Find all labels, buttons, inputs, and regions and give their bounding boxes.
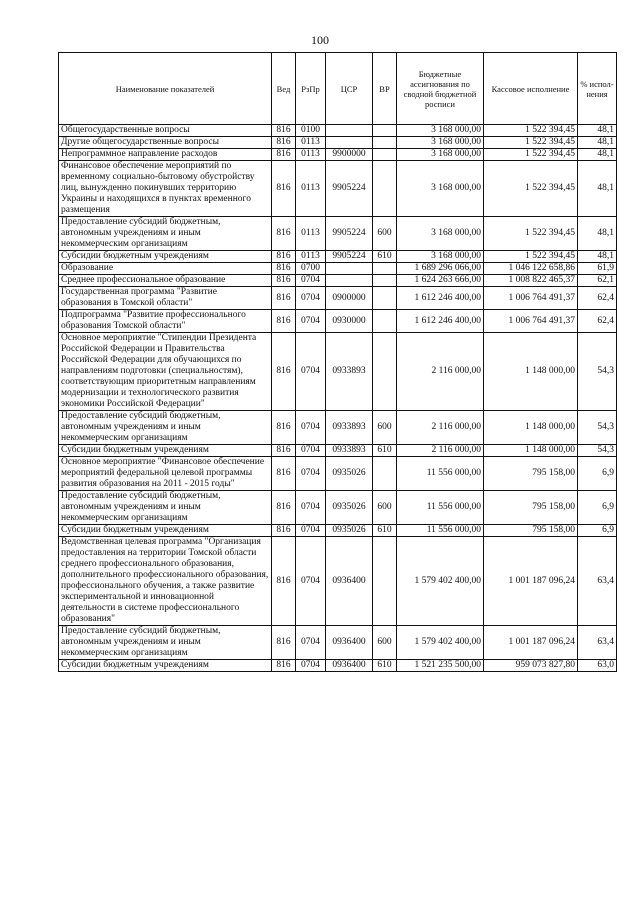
cell-percent: 6,9 bbox=[578, 457, 617, 491]
cell-executed: 959 073 827,80 bbox=[484, 660, 578, 672]
cell-percent: 61,9 bbox=[578, 263, 617, 275]
table-row bbox=[59, 411, 617, 445]
cell-vr bbox=[373, 161, 397, 217]
cell-rzpr: 0704 bbox=[296, 310, 326, 333]
cell-executed: 1 148 000,00 bbox=[484, 333, 578, 411]
table-row bbox=[59, 310, 617, 333]
cell-vr: 600 bbox=[373, 217, 397, 251]
cell-assigned: 3 168 000,00 bbox=[397, 149, 484, 161]
cell-rzpr: 0100 bbox=[296, 125, 326, 137]
cell-rzpr: 0704 bbox=[296, 333, 326, 411]
cell-rzpr: 0704 bbox=[296, 275, 326, 287]
cell-rzpr: 0704 bbox=[296, 537, 326, 626]
cell-assigned: 3 168 000,00 bbox=[397, 125, 484, 137]
cell-name: Субсидии бюджетным учреждениям bbox=[59, 660, 272, 672]
table-row bbox=[59, 137, 617, 149]
cell-rzpr: 0704 bbox=[296, 457, 326, 491]
cell-ved: 816 bbox=[272, 310, 296, 333]
cell-rzpr: 0700 bbox=[296, 263, 326, 275]
cell-ved: 816 bbox=[272, 125, 296, 137]
cell-csr: 0936400 bbox=[326, 537, 373, 626]
cell-executed: 1 522 394,45 bbox=[484, 251, 578, 263]
table-row bbox=[59, 491, 617, 525]
cell-ved: 816 bbox=[272, 660, 296, 672]
cell-name: Среднее профессиональное образование bbox=[59, 275, 272, 287]
cell-assigned: 2 116 000,00 bbox=[397, 411, 484, 445]
cell-ved: 816 bbox=[272, 217, 296, 251]
cell-csr: 9905224 bbox=[326, 217, 373, 251]
header-name: Наименование показателей bbox=[59, 53, 272, 125]
cell-vr bbox=[373, 457, 397, 491]
cell-executed: 1 148 000,00 bbox=[484, 411, 578, 445]
cell-ved: 816 bbox=[272, 263, 296, 275]
cell-name: Основное мероприятие "Стипендии Президента Российской Федерации и Правительства Российской Федерации для обучающихся по направлениям подготовки (специальностям), соответствующим приоритетным направлениям модернизации и технологического развития экономики Российской Федерации" bbox=[59, 333, 272, 411]
table-row bbox=[59, 525, 617, 537]
cell-assigned: 1 689 296 066,00 bbox=[397, 263, 484, 275]
cell-csr: 9905224 bbox=[326, 161, 373, 217]
cell-assigned: 11 556 000,00 bbox=[397, 457, 484, 491]
cell-assigned: 3 168 000,00 bbox=[397, 217, 484, 251]
table-row bbox=[59, 457, 617, 491]
cell-assigned: 2 116 000,00 bbox=[397, 445, 484, 457]
cell-rzpr: 0704 bbox=[296, 445, 326, 457]
cell-vr bbox=[373, 125, 397, 137]
cell-csr: 0936400 bbox=[326, 626, 373, 660]
cell-vr: 610 bbox=[373, 660, 397, 672]
cell-rzpr: 0113 bbox=[296, 137, 326, 149]
cell-vr bbox=[373, 137, 397, 149]
cell-rzpr: 0704 bbox=[296, 525, 326, 537]
cell-executed: 1 522 394,45 bbox=[484, 149, 578, 161]
cell-vr bbox=[373, 275, 397, 287]
cell-executed: 1 001 187 096,24 bbox=[484, 537, 578, 626]
cell-percent: 63,4 bbox=[578, 626, 617, 660]
cell-name: Предоставление субсидий бюджетным, автономным учреждениям и иным некоммерческим организациям bbox=[59, 217, 272, 251]
header-csr: ЦСР bbox=[326, 53, 373, 125]
cell-executed: 1 522 394,45 bbox=[484, 137, 578, 149]
cell-percent: 63,4 bbox=[578, 537, 617, 626]
cell-vr: 610 bbox=[373, 251, 397, 263]
cell-name: Образование bbox=[59, 263, 272, 275]
cell-name: Предоставление субсидий бюджетным, автономным учреждениям и иным некоммерческим организациям bbox=[59, 411, 272, 445]
cell-vr bbox=[373, 149, 397, 161]
cell-executed: 795 158,00 bbox=[484, 457, 578, 491]
cell-name: Государственная программа "Развитие образования в Томской области" bbox=[59, 287, 272, 310]
cell-csr: 0935026 bbox=[326, 457, 373, 491]
cell-percent: 6,9 bbox=[578, 491, 617, 525]
cell-rzpr: 0704 bbox=[296, 626, 326, 660]
cell-csr: 0900000 bbox=[326, 287, 373, 310]
cell-percent: 48,1 bbox=[578, 137, 617, 149]
cell-csr: 0935026 bbox=[326, 491, 373, 525]
cell-vr bbox=[373, 537, 397, 626]
cell-assigned: 1 612 246 400,00 bbox=[397, 287, 484, 310]
table-row bbox=[59, 275, 617, 287]
cell-assigned: 1 579 402 400,00 bbox=[397, 537, 484, 626]
cell-name: Финансовое обеспечение мероприятий по временному социально-бытовому обустройству лиц, вынужденно покинувших территорию Украины и находящихся в пунктах временного размещения bbox=[59, 161, 272, 217]
cell-percent: 54,3 bbox=[578, 445, 617, 457]
cell-csr: 0933893 bbox=[326, 333, 373, 411]
cell-executed: 795 158,00 bbox=[484, 491, 578, 525]
cell-executed: 1 006 764 491,37 bbox=[484, 310, 578, 333]
cell-rzpr: 0704 bbox=[296, 411, 326, 445]
cell-rzpr: 0113 bbox=[296, 161, 326, 217]
cell-vr bbox=[373, 333, 397, 411]
cell-percent: 48,1 bbox=[578, 125, 617, 137]
cell-executed: 1 046 122 658,86 bbox=[484, 263, 578, 275]
cell-name: Субсидии бюджетным учреждениям bbox=[59, 251, 272, 263]
cell-vr bbox=[373, 263, 397, 275]
cell-vr: 600 bbox=[373, 491, 397, 525]
header-assigned: Бюджетные ассигнования по сводной бюджетной росписи bbox=[397, 53, 484, 125]
cell-assigned: 2 116 000,00 bbox=[397, 333, 484, 411]
cell-executed: 1 006 764 491,37 bbox=[484, 287, 578, 310]
cell-executed: 1 001 187 096,24 bbox=[484, 626, 578, 660]
cell-assigned: 1 521 235 500,00 bbox=[397, 660, 484, 672]
header-percent: % испол-нения bbox=[578, 53, 617, 125]
cell-csr bbox=[326, 263, 373, 275]
cell-percent: 54,3 bbox=[578, 333, 617, 411]
cell-ved: 816 bbox=[272, 287, 296, 310]
cell-assigned: 3 168 000,00 bbox=[397, 251, 484, 263]
cell-name: Субсидии бюджетным учреждениям bbox=[59, 445, 272, 457]
table-body bbox=[59, 125, 617, 672]
cell-assigned: 11 556 000,00 bbox=[397, 525, 484, 537]
header-rzpr: РзПр bbox=[296, 53, 326, 125]
cell-name: Субсидии бюджетным учреждениям bbox=[59, 525, 272, 537]
cell-executed: 795 158,00 bbox=[484, 525, 578, 537]
cell-percent: 48,1 bbox=[578, 251, 617, 263]
header-executed: Кассовое исполнение bbox=[484, 53, 578, 125]
cell-percent: 62,4 bbox=[578, 287, 617, 310]
cell-percent: 62,4 bbox=[578, 310, 617, 333]
cell-ved: 816 bbox=[272, 537, 296, 626]
cell-name: Предоставление субсидий бюджетным, автономным учреждениям и иным некоммерческим организациям bbox=[59, 626, 272, 660]
cell-name: Ведомственная целевая программа "Организация предоставления на территории Томской области среднего профессионального образования, дополнительного профессионального образования, профессионального обучения, а также развитие экспериментальной и инновационной деятельности в системе профессионального образования" bbox=[59, 537, 272, 626]
cell-ved: 816 bbox=[272, 445, 296, 457]
cell-csr: 0933893 bbox=[326, 411, 373, 445]
cell-ved: 816 bbox=[272, 161, 296, 217]
cell-rzpr: 0704 bbox=[296, 660, 326, 672]
cell-assigned: 1 624 263 666,00 bbox=[397, 275, 484, 287]
cell-assigned: 3 168 000,00 bbox=[397, 161, 484, 217]
cell-percent: 54,3 bbox=[578, 411, 617, 445]
cell-name: Предоставление субсидий бюджетным, автономным учреждениям и иным некоммерческим организациям bbox=[59, 491, 272, 525]
cell-csr: 0933893 bbox=[326, 445, 373, 457]
cell-ved: 816 bbox=[272, 149, 296, 161]
table-row bbox=[59, 626, 617, 660]
cell-assigned: 3 168 000,00 bbox=[397, 137, 484, 149]
cell-csr bbox=[326, 125, 373, 137]
table-row bbox=[59, 445, 617, 457]
cell-percent: 48,1 bbox=[578, 161, 617, 217]
header-vr: ВР bbox=[373, 53, 397, 125]
cell-assigned: 1 579 402 400,00 bbox=[397, 626, 484, 660]
cell-ved: 816 bbox=[272, 137, 296, 149]
cell-executed: 1 522 394,45 bbox=[484, 217, 578, 251]
cell-percent: 48,1 bbox=[578, 217, 617, 251]
header-ved: Вед bbox=[272, 53, 296, 125]
cell-csr bbox=[326, 137, 373, 149]
cell-executed: 1 522 394,45 bbox=[484, 125, 578, 137]
cell-ved: 816 bbox=[272, 411, 296, 445]
cell-csr bbox=[326, 275, 373, 287]
cell-csr: 0930000 bbox=[326, 310, 373, 333]
table-row bbox=[59, 660, 617, 672]
cell-name: Непрограммное направление расходов bbox=[59, 149, 272, 161]
table-row bbox=[59, 149, 617, 161]
table-row bbox=[59, 537, 617, 626]
cell-percent: 62,1 bbox=[578, 275, 617, 287]
cell-rzpr: 0113 bbox=[296, 251, 326, 263]
table-row bbox=[59, 287, 617, 310]
budget-execution-table bbox=[58, 52, 617, 672]
cell-percent: 6,9 bbox=[578, 525, 617, 537]
table-row bbox=[59, 161, 617, 217]
table-row bbox=[59, 333, 617, 411]
cell-name: Другие общегосударственные вопросы bbox=[59, 137, 272, 149]
cell-vr: 610 bbox=[373, 525, 397, 537]
cell-vr: 610 bbox=[373, 445, 397, 457]
page-number: 100 bbox=[311, 33, 329, 47]
cell-vr bbox=[373, 287, 397, 310]
cell-name: Общегосударственные вопросы bbox=[59, 125, 272, 137]
cell-vr: 600 bbox=[373, 411, 397, 445]
cell-csr: 9905224 bbox=[326, 251, 373, 263]
cell-rzpr: 0113 bbox=[296, 149, 326, 161]
cell-rzpr: 0704 bbox=[296, 287, 326, 310]
cell-csr: 0935026 bbox=[326, 525, 373, 537]
cell-vr: 600 bbox=[373, 626, 397, 660]
cell-executed: 1 008 822 465,37 bbox=[484, 275, 578, 287]
table-row bbox=[59, 125, 617, 137]
table-row bbox=[59, 217, 617, 251]
cell-ved: 816 bbox=[272, 333, 296, 411]
cell-percent: 48,1 bbox=[578, 149, 617, 161]
cell-rzpr: 0704 bbox=[296, 491, 326, 525]
cell-assigned: 1 612 246 400,00 bbox=[397, 310, 484, 333]
cell-ved: 816 bbox=[272, 275, 296, 287]
table-row bbox=[59, 263, 617, 275]
cell-ved: 816 bbox=[272, 251, 296, 263]
cell-name: Основное мероприятие "Финансовое обеспечение мероприятий федеральной целевой программы развития образования на 2011 - 2015 годы" bbox=[59, 457, 272, 491]
cell-csr: 9900000 bbox=[326, 149, 373, 161]
cell-vr bbox=[373, 310, 397, 333]
cell-ved: 816 bbox=[272, 626, 296, 660]
cell-rzpr: 0113 bbox=[296, 217, 326, 251]
cell-ved: 816 bbox=[272, 525, 296, 537]
cell-csr: 0936400 bbox=[326, 660, 373, 672]
cell-ved: 816 bbox=[272, 491, 296, 525]
table-header-row bbox=[59, 53, 617, 125]
cell-assigned: 11 556 000,00 bbox=[397, 491, 484, 525]
cell-ved: 816 bbox=[272, 457, 296, 491]
cell-executed: 1 148 000,00 bbox=[484, 445, 578, 457]
table-row bbox=[59, 251, 617, 263]
cell-name: Подпрограмма "Развитие профессионального образования Томской области" bbox=[59, 310, 272, 333]
cell-executed: 1 522 394,45 bbox=[484, 161, 578, 217]
cell-percent: 63,0 bbox=[578, 660, 617, 672]
